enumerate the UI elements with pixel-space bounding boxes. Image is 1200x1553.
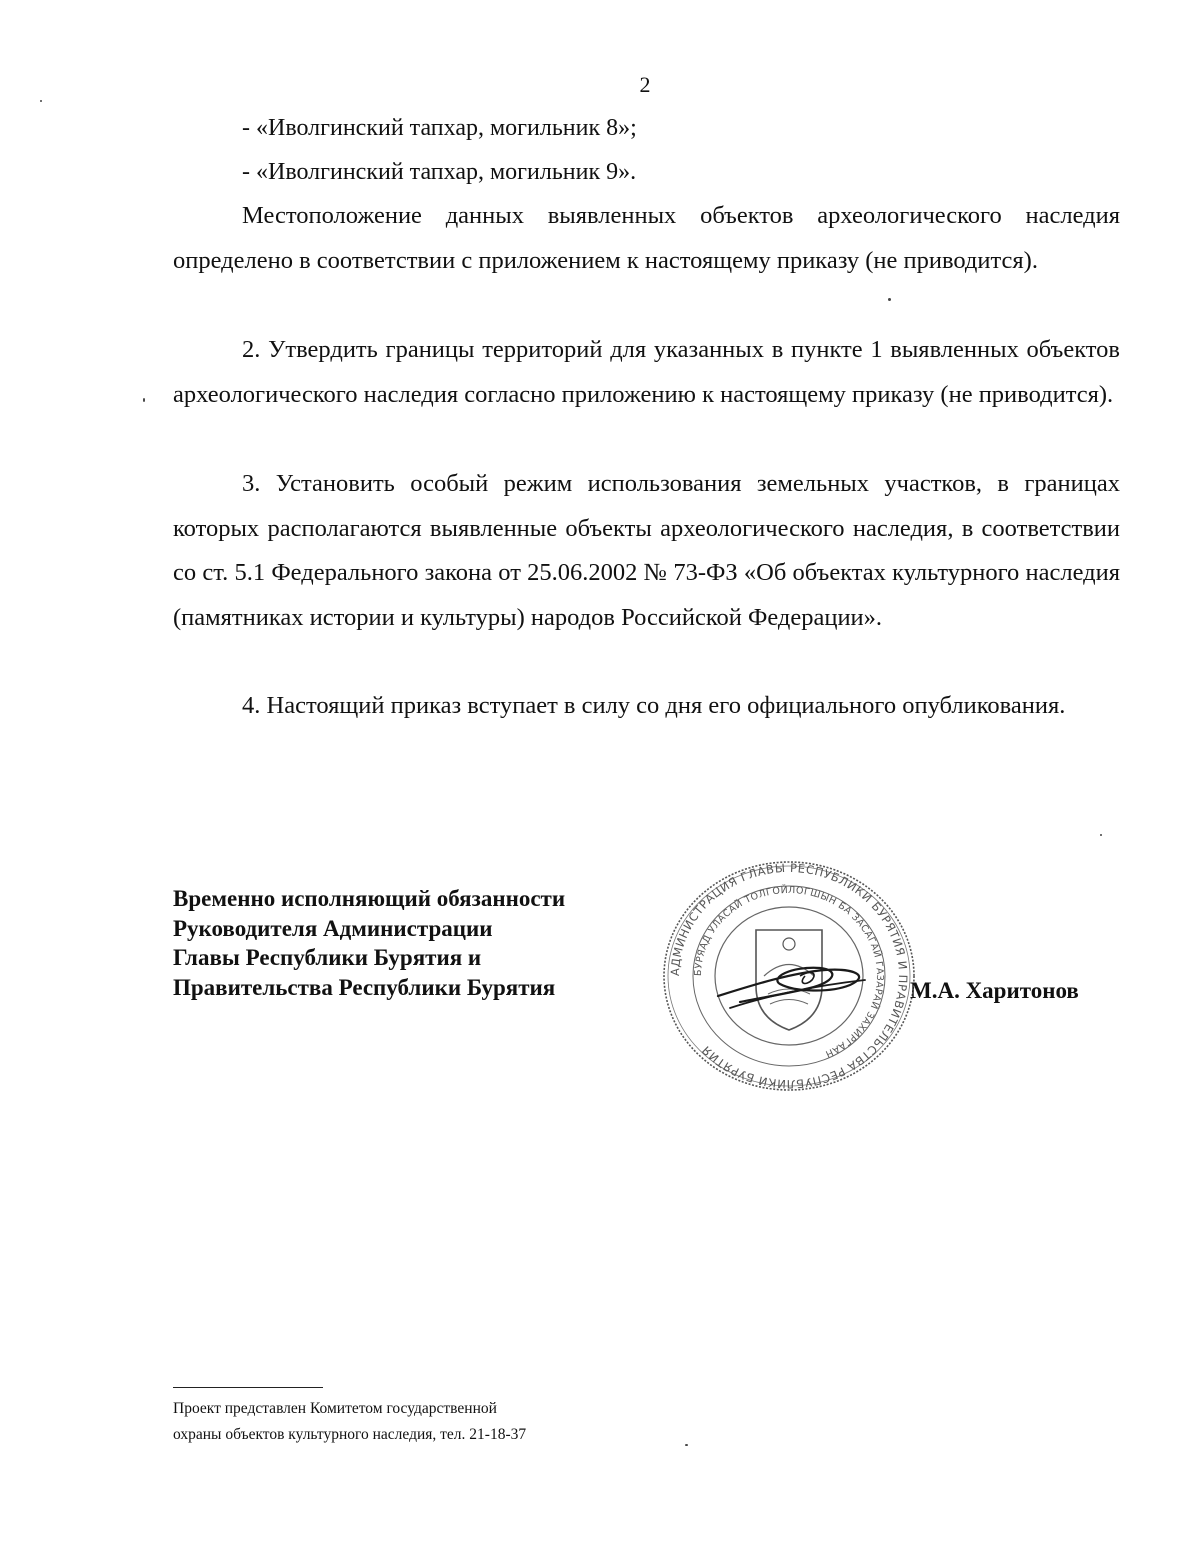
footnote-divider [173, 1387, 323, 1388]
signatory-position-line: Временно исполняющий обязанности [173, 886, 566, 911]
signatory-position [173, 884, 673, 1002]
footnote-line: Проект представлен Комитетом государственной [173, 1400, 497, 1417]
list-item: - «Иволгинский тапхар, могильник 9». [242, 159, 637, 185]
seal-inner-text: БУРЯАД УЛАСАЙ ТОЛГОЙЛОГШЫН БА ЗАСАГАЙ ГАЗАРАЙ ЗАХИРГААН [692, 884, 886, 1060]
scan-speck [888, 298, 891, 301]
paragraph-location: Местоположение данных выявленных объектов археологического наследия определено в соответствии с приложением к настоящему приказу (не приводится). [173, 202, 1120, 274]
signatory-position-line: Руководителя Администрации [173, 915, 493, 941]
official-seal-stamp [660, 858, 918, 1094]
signatory-position-line: Правительства Республики Бурятия [173, 974, 556, 1000]
paragraph-item-4: 4. Настоящий приказ вступает в силу со дня его официального опубликования. [242, 692, 1066, 719]
page-number: 2 [639, 72, 651, 97]
scan-speck [685, 1444, 688, 1446]
footnote [173, 1396, 526, 1448]
paragraph-item-2: 2. Утвердить границы территорий для указанных в пункте 1 выявленных объектов археологического наследия согласно приложению к настоящему приказу (не приводится). [173, 336, 1120, 408]
signatory-name: М.А. Харитонов [910, 978, 1079, 1003]
scan-speck [1100, 834, 1102, 836]
footnote-line: охраны объектов культурного наследия, тел. 21-18-37 [173, 1426, 527, 1443]
scan-speck [40, 100, 42, 102]
signatory-position-line: Главы Республики Бурятия и [173, 945, 482, 970]
paragraph-item-3: 3. Установить особый режим использования земельных участков, в границах которых располагаются выявленные объекты археологического наследия, в соответствии со ст. 5.1 Федерального закона от 25.06.2002 № 73-ФЗ «Об объектах культурного наследия (памятниках истории и культуры) народов Российской Федерации». [173, 470, 1120, 631]
list-item: - «Иволгинский тапхар, могильник 8»; [242, 115, 637, 141]
seal-outer-text: АДМИНИСТРАЦИЯ ГЛАВЫ РЕСПУБЛИКИ БУРЯТИЯ И ПРАВИТЕЛЬСТВА РЕСПУБЛИКИ БУРЯТИЯ [667, 860, 911, 1092]
scan-speck [143, 398, 145, 402]
handwritten-signature [718, 968, 865, 1008]
